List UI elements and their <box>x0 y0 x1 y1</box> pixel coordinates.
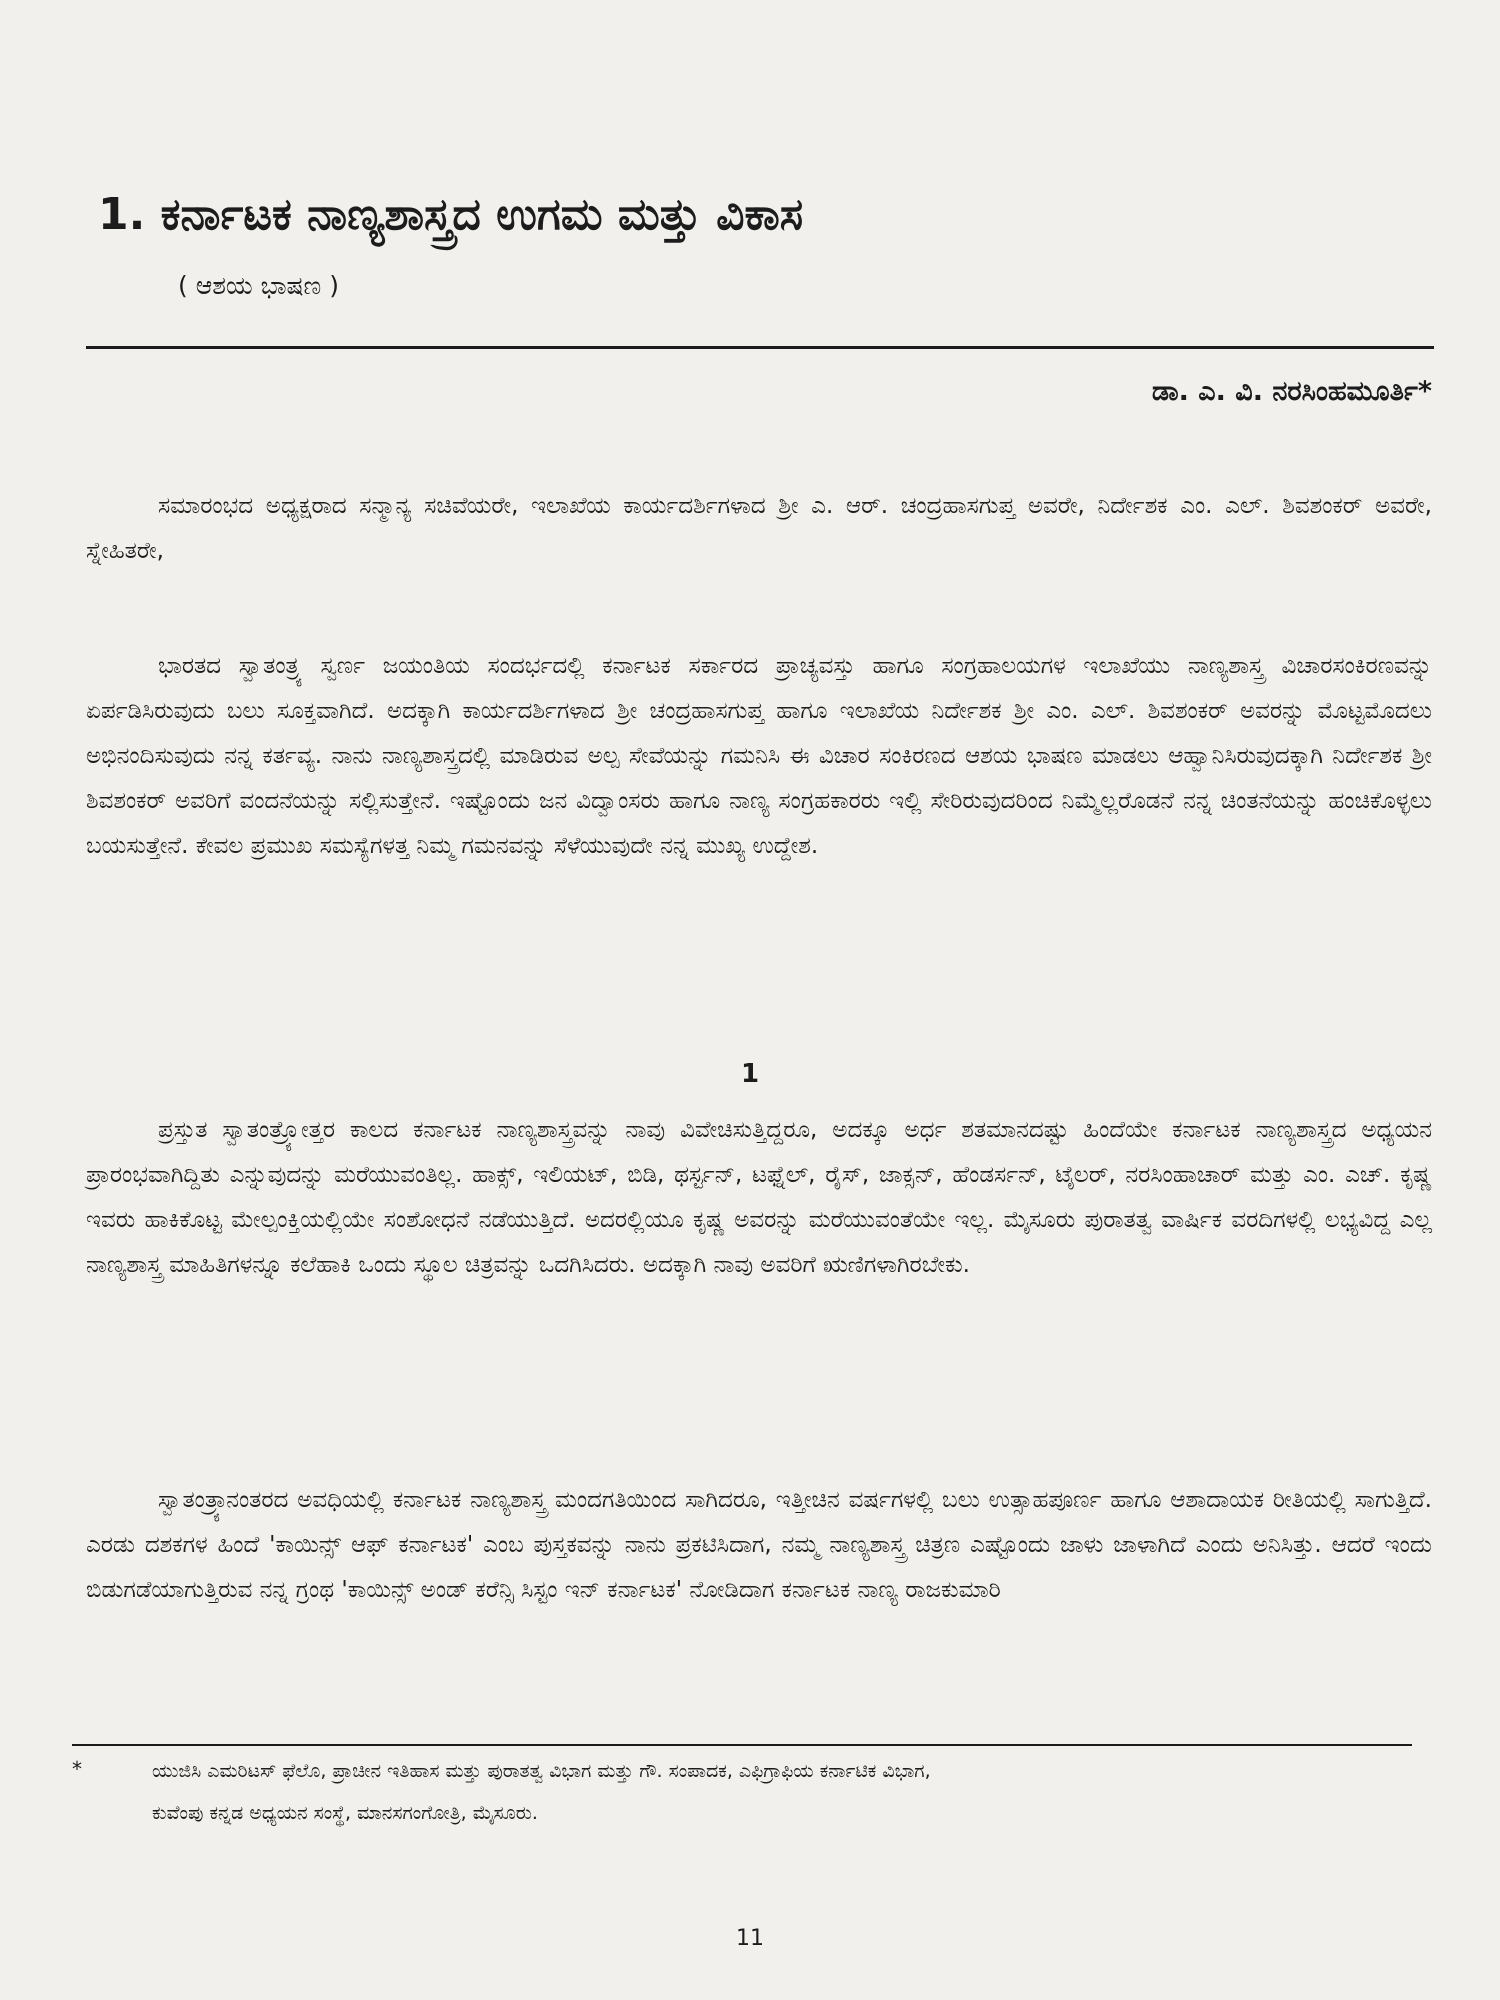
paragraph-introduction: ಭಾರತದ ಸ್ವಾತಂತ್ರ್ಯ ಸ್ವರ್ಣ ಜಯಂತಿಯ ಸಂದರ್ಭದಲ್ಲಿ ಕರ್ನಾಟಕ ಸರ್ಕಾರದ ಪ್ರಾಚ್ಯವಸ್ತು ಹಾಗೂ ಸಂಗ್ರಹಾಲಯಗಳ ಇಲಾಖೆಯು ನಾಣ್ಯಶಾಸ್ತ್ರ ವಿಚಾರಸಂಕಿರಣವನ್ನು ಏರ್ಪಡಿಸಿರುವುದು ಬಲು ಸೂಕ್ತವಾಗಿದೆ. ಅದಕ್ಕಾಗಿ ಕಾರ್ಯದರ್ಶಿಗಳಾದ ಶ್ರೀ ಚಂದ್ರಹಾಸಗುಪ್ತ ಹಾಗೂ ಇಲಾಖೆಯ ನಿರ್ದೇಶಕ ಶ್ರೀ ಎಂ. ಎಲ್. ಶಿವಶಂಕರ್ ಅವರನ್ನು ಮೊಟ್ಟಮೊದಲು ಅಭಿನಂದಿಸುವುದು ನನ್ನ ಕರ್ತವ್ಯ. ನಾನು ನಾಣ್ಯಶಾಸ್ತ್ರದಲ್ಲಿ ಮಾಡಿರುವ ಅಲ್ಪ ಸೇವೆಯನ್ನು ಗಮನಿಸಿ ಈ ವಿಚಾರ ಸಂಕಿರಣದ ಆಶಯ ಭಾಷಣ ಮಾಡಲು ಆಹ್ವಾನಿಸಿರುವುದಕ್ಕಾಗಿ ನಿರ್ದೇಶಕ ಶ್ರೀ ಶಿವಶಂಕರ್ ಅವರಿಗೆ ವಂದನೆಯನ್ನು ಸಲ್ಲಿಸುತ್ತೇನೆ. ಇಷ್ಟೊಂದು ಜನ ವಿದ್ವಾಂಸರು ಹಾಗೂ ನಾಣ್ಯ ಸಂಗ್ರಹಕಾರರು ಇಲ್ಲಿ ಸೇರಿರುವುದರಿಂದ ನಿಮ್ಮೆಲ್ಲರೊಡನೆ ನನ್ನ ಚಿಂತನೆಯನ್ನು ಹಂಚಿಕೊಳ್ಳಲು ಬಯಸುತ್ತೇನೆ. ಕೇವಲ ಪ್ರಮುಖ ಸಮಸ್ಯೆಗಳತ್ತ ನಿಮ್ಮ ಗಮನವನ್ನು ಸೆಳೆಯುವುದೇ ನನ್ನ ಮುಖ್ಯ ಉದ್ದೇಶ. <box>86 653 1432 859</box>
footnote <box>72 1750 1372 1834</box>
page-subtitle: ( ಆಶಯ ಭಾಷಣ ) <box>178 271 339 300</box>
page-title: 1. ಕರ್ನಾಟಕ ನಾಣ್ಯಶಾಸ್ತ್ರದ ಉಗಮ ಮತ್ತು ವಿಕಾಸ <box>98 189 804 240</box>
footnote-line: ಕುವೆಂಪು ಕನ್ನಡ ಅಧ್ಯಯನ ಸಂಸ್ಥೆ, ಮಾನಸಗಂಗೋತ್ರಿ, ಮೈಸೂರು. <box>152 1802 538 1824</box>
footnote-divider <box>72 1744 1412 1746</box>
footnote-line: ಯುಜಿಸಿ ಎಮರಿಟಸ್ ಫೆಲೊ, ಪ್ರಾಚೀನ ಇತಿಹಾಸ ಮತ್ತು ಪುರಾತತ್ವ ವಿಭಾಗ ಮತ್ತು ಗೌ. ಸಂಪಾದಕ, ಎಫಿಗ್ರಾಫಿಯ ಕರ್ನಾಟಿಕ ವಿಭಾಗ, <box>152 1760 931 1782</box>
paragraph-progress: ಸ್ವಾತಂತ್ರ್ಯಾನಂತರದ ಅವಧಿಯಲ್ಲಿ ಕರ್ನಾಟಕ ನಾಣ್ಯಶಾಸ್ತ್ರ ಮಂದಗತಿಯಿಂದ ಸಾಗಿದರೂ, ಇತ್ತೀಚಿನ ವರ್ಷಗಳಲ್ಲಿ ಬಲು ಉತ್ಸಾಹಪೂರ್ಣ ಹಾಗೂ ಆಶಾದಾಯಕ ರೀತಿಯಲ್ಲಿ ಸಾಗುತ್ತಿದೆ. ಎರಡು ದಶಕಗಳ ಹಿಂದೆ 'ಕಾಯಿನ್ಸ್ ಆಫ್ ಕರ್ನಾಟಕ' ಎಂಬ ಪುಸ್ತಕವನ್ನು ನಾನು ಪ್ರಕಟಿಸಿದಾಗ, ನಮ್ಮ ನಾಣ್ಯಶಾಸ್ತ್ರ ಚಿತ್ರಣ ಎಷ್ಟೊಂದು ಜಾಳು ಜಾಳಾಗಿದೆ ಎಂದು ಅನಿಸಿತ್ತು. ಆದರೆ ಇಂದು ಬಿಡುಗಡೆಯಾಗುತ್ತಿರುವ ನನ್ನ ಗ್ರಂಥ 'ಕಾಯಿನ್ಸ್ ಅಂಡ್ ಕರೆನ್ಸಿ ಸಿಸ್ಟಂ ಇನ್ ಕರ್ನಾಟಕ' ನೋಡಿದಾಗ ಕರ್ನಾಟಕ ನಾಣ್ಯ ರಾಜಕುಮಾರಿ <box>86 1487 1432 1603</box>
author-name: ಡಾ. ಎ. ವಿ. ನರಸಿಂಹಮೂರ್ತಿ* <box>1151 376 1432 407</box>
paragraph-salutation: ಸಮಾರಂಭದ ಅಧ್ಯಕ್ಷರಾದ ಸನ್ಮಾನ್ಯ ಸಚಿವೆಯರೇ, ಇಲಾಖೆಯ ಕಾರ್ಯದರ್ಶಿಗಳಾದ ಶ್ರೀ ಎ. ಆರ್. ಚಂದ್ರಹಾಸಗುಪ್ತ ಅವರೇ, ನಿರ್ದೇಶಕ ಎಂ. ಎಲ್. ಶಿವಶಂಕರ್ ಅವರೇ, ಸ್ನೇಹಿತರೇ, <box>86 493 1432 564</box>
section-number: 1 <box>740 1059 760 1089</box>
paragraph-history: ಪ್ರಸ್ತುತ ಸ್ವಾತಂತ್ರ್ಯೋತ್ತರ ಕಾಲದ ಕರ್ನಾಟಕ ನಾಣ್ಯಶಾಸ್ತ್ರವನ್ನು ನಾವು ವಿವೇಚಿಸುತ್ತಿದ್ದರೂ, ಅದಕ್ಕೂ ಅರ್ಧ ಶತಮಾನದಷ್ಟು ಹಿಂದೆಯೇ ಕರ್ನಾಟಕ ನಾಣ್ಯಶಾಸ್ತ್ರದ ಅಧ್ಯಯನ ಪ್ರಾರಂಭವಾಗಿದ್ದಿತು ಎನ್ನುವುದನ್ನು ಮರೆಯುವಂತಿಲ್ಲ. ಹಾಕ್ಸ್, ಇಲಿಯಟ್, ಬಿಡಿ, ಥರ್ಸ್ಟನ್, ಟಫ್ನೆಲ್, ರೈಸ್, ಜಾಕ್ಸನ್, ಹೆಂಡರ್ಸನ್, ಟೈಲರ್, ನರಸಿಂಹಾಚಾರ್ ಮತ್ತು ಎಂ. ಎಚ್. ಕೃಷ್ಣ ಇವರು ಹಾಕಿಕೊಟ್ಟ ಮೇಲ್ಪಂಕ್ತಿಯಲ್ಲಿಯೇ ಸಂಶೋಧನೆ ನಡೆಯುತ್ತಿದೆ. ಅದರಲ್ಲಿಯೂ ಕೃಷ್ಣ ಅವರನ್ನು ಮರೆಯುವಂತೆಯೇ ಇಲ್ಲ. ಮೈಸೂರು ಪುರಾತತ್ವ ವಾರ್ಷಿಕ ವರದಿಗಳಲ್ಲಿ ಲಭ್ಯವಿದ್ದ ಎಲ್ಲ ನಾಣ್ಯಶಾಸ್ತ್ರ ಮಾಹಿತಿಗಳನ್ನೂ ಕಲೆಹಾಕಿ ಒಂದು ಸ್ಥೂಲ ಚಿತ್ರವನ್ನು ಒದಗಿಸಿದರು. ಅದಕ್ಕಾಗಿ ನಾವು ಅವರಿಗೆ ಋಣಿಗಳಾಗಿರಬೇಕು. <box>86 1117 1432 1278</box>
page-number: 11 <box>736 1926 764 1951</box>
title-divider <box>86 346 1434 349</box>
footnote-marker: * <box>72 1757 82 1781</box>
